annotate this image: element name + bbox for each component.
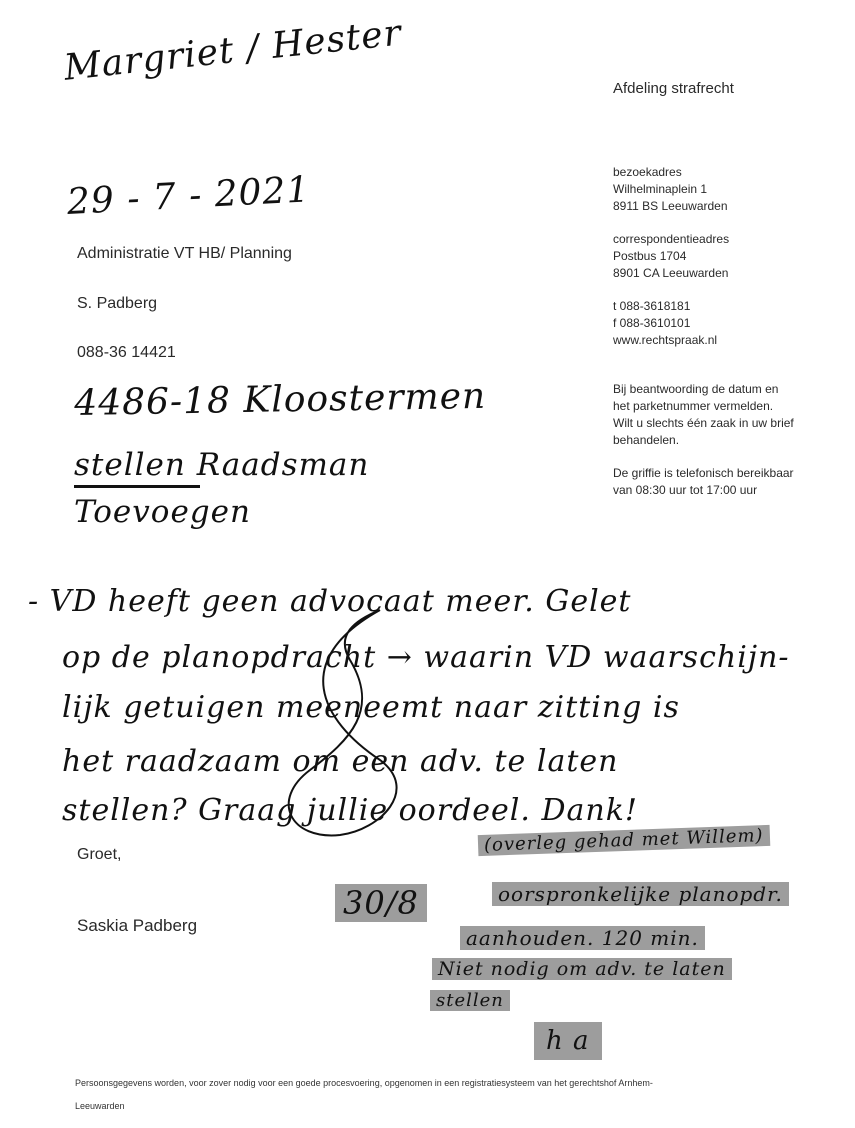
sender-phone: 088-36 14421	[77, 344, 176, 361]
instruction-line: Bij beantwoording de datum en	[613, 382, 779, 396]
reply-note-line: stellen	[430, 990, 510, 1011]
subject-underline	[74, 485, 200, 488]
visit-address-street: Wilhelminaplein 1	[613, 182, 708, 196]
reply-note-line: (overleg gehad met Willem)	[478, 825, 770, 856]
fax-number: f 088-3610101	[613, 316, 691, 330]
handwritten-note-line: lijk getuigen meeneemt naar zitting is	[62, 690, 680, 725]
instruction-line: behandelen.	[613, 433, 680, 447]
reply-date: 30/8	[335, 884, 427, 922]
privacy-footer: Persoonsgegevens worden, voor zover nodig voor een goede procesvoering, opgenomen in een registratiesysteem van het gerechtshof Arnhem-	[75, 1078, 653, 1088]
sender-name: S. Padberg	[77, 295, 158, 312]
reply-initials: h a	[534, 1022, 602, 1060]
correspondence-address-city: 8901 CA Leeuwarden	[613, 266, 729, 280]
handwritten-subject: stellen Raadsman	[74, 447, 370, 483]
reply-note-line: oorspronkelijke planopdr.	[492, 882, 789, 906]
greeting: Groet,	[77, 846, 122, 863]
signature-name: Saskia Padberg	[77, 916, 198, 935]
handwritten-case-number: 4486-18 Kloostermen	[74, 375, 487, 424]
privacy-footer-continued: Leeuwarden	[75, 1101, 125, 1111]
handwritten-addressees: Margriet / Hester	[62, 12, 404, 89]
handwritten-note-line: het raadzaam om een adv. te laten	[62, 744, 619, 779]
phone-number: t 088-3618181	[613, 299, 691, 313]
reply-note-line: aanhouden. 120 min.	[460, 926, 705, 950]
instruction-line: Wilt u slechts één zaak in uw brief	[613, 416, 794, 430]
handwritten-note-line: op de planopdracht → waarin VD waarschijn-	[62, 640, 790, 675]
instruction-line: het parketnummer vermelden.	[613, 399, 774, 413]
correspondence-address-street: Postbus 1704	[613, 249, 687, 263]
pen-loop-scribble	[230, 600, 430, 860]
office-hours-line: De griffie is telefonisch bereikbaar	[613, 466, 794, 480]
reply-note-line: Niet nodig om adv. te laten	[432, 958, 732, 980]
website-link[interactable]: www.rechtspraak.nl	[613, 333, 718, 347]
handwritten-note-line: stellen? Graag jullie oordeel. Dank!	[62, 793, 638, 828]
visit-address-city: 8911 BS Leeuwarden	[613, 199, 728, 213]
correspondence-address-label: correspondentieadres	[613, 232, 730, 246]
visit-address-label: bezoekadres	[613, 165, 682, 179]
recipient-line: Administratie VT HB/ Planning	[77, 245, 292, 262]
office-hours-line: van 08:30 uur tot 17:00 uur	[613, 483, 758, 497]
handwritten-date: 29 - 7 - 2021	[66, 169, 312, 223]
department-heading: Afdeling strafrecht	[613, 80, 734, 97]
handwritten-subject-continued: Toevoegen	[74, 494, 251, 530]
handwritten-note-line: - VD heeft geen advocaat meer. Gelet	[28, 584, 632, 619]
